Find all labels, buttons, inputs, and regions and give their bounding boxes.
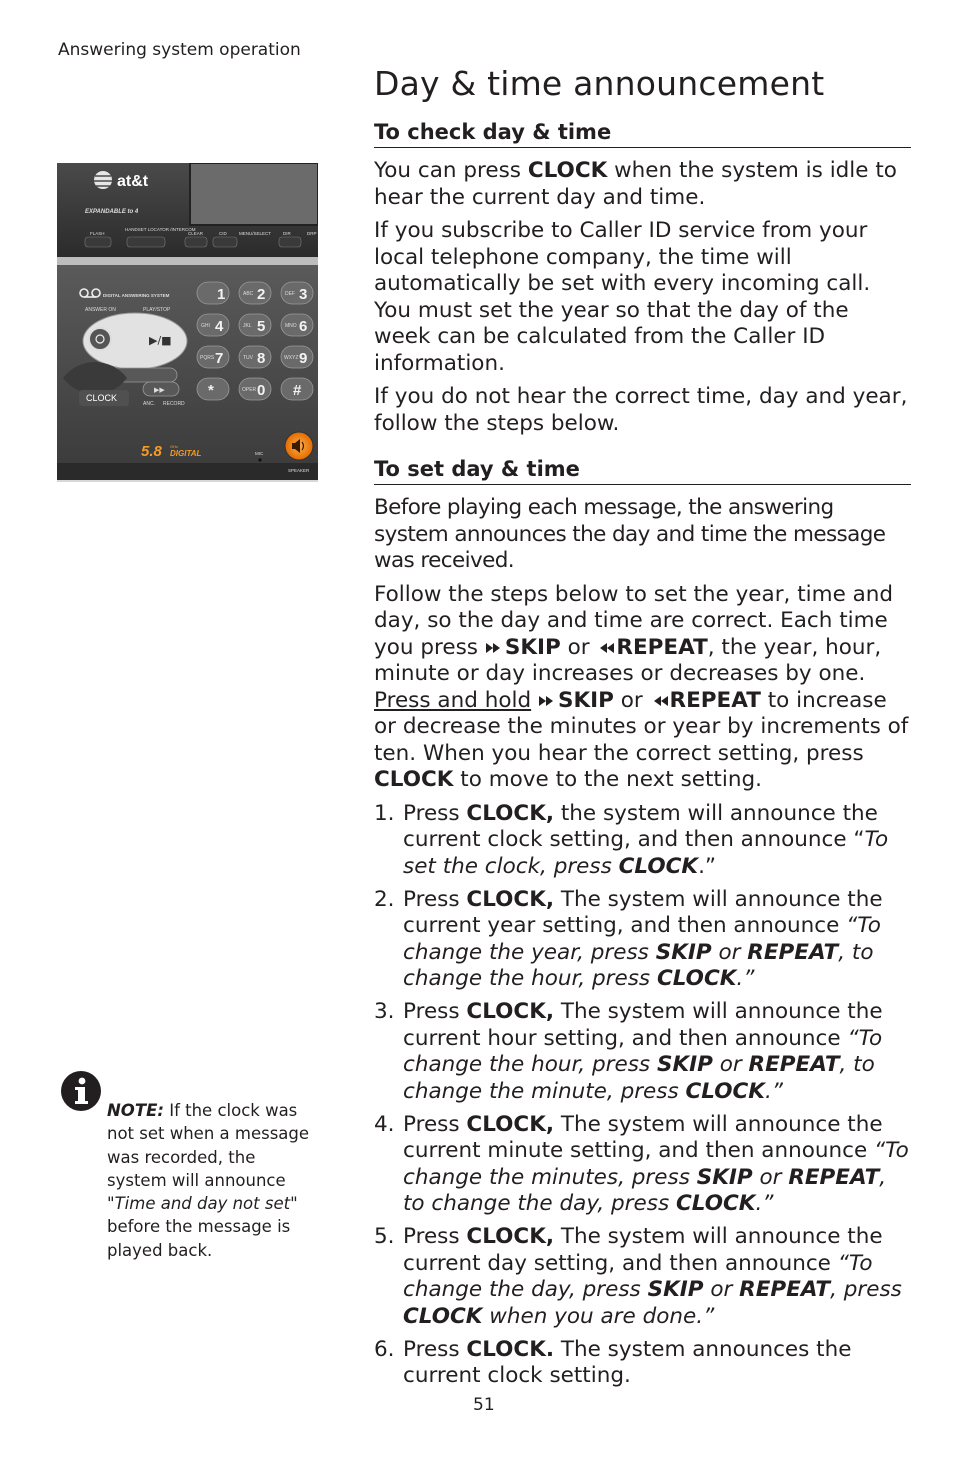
steps-list — [374, 801, 911, 1390]
play-stop-button[interactable]: ▶/■ — [149, 334, 172, 347]
svg-text:8: 8 — [257, 350, 266, 367]
svg-text:DRP: DRP — [307, 231, 317, 236]
svg-text:SPEAKER: SPEAKER — [288, 468, 310, 473]
svg-text:OPER: OPER — [242, 387, 257, 393]
svg-text:PQRS: PQRS — [200, 355, 215, 361]
key-1[interactable] — [197, 282, 229, 304]
set-heading: To set day & time — [374, 457, 911, 485]
key-4[interactable] — [197, 314, 229, 336]
key-star[interactable] — [197, 378, 229, 400]
key-2[interactable] — [239, 282, 271, 304]
step-2: 2. Press CLOCK, The system will announce the current year setting, and then announce “To change the year, press SKIP or REPEAT, to change the hour, press CLOCK.” — [374, 886, 883, 991]
key-9[interactable] — [281, 346, 313, 368]
svg-text:7: 7 — [215, 350, 224, 367]
svg-text:MNO: MNO — [285, 323, 297, 329]
key-hash[interactable] — [281, 378, 313, 400]
handset-locator-button[interactable] — [127, 237, 165, 247]
svg-text:HANDSET LOCATOR /INTERCOM: HANDSET LOCATOR /INTERCOM — [125, 227, 196, 232]
svg-text:MIC: MIC — [255, 451, 264, 456]
svg-text:GHz: GHz — [170, 444, 178, 449]
flash-button[interactable] — [85, 237, 111, 247]
step-4: 4. Press CLOCK, The system will announce the current minute setting, and then announce “To change the minutes, press SKIP or REPEAT, to change the day, press CLOCK.” — [374, 1111, 909, 1216]
svg-text:#: # — [293, 382, 302, 399]
svg-text:DEF: DEF — [285, 291, 295, 297]
repeat-back-icon — [596, 641, 615, 655]
svg-text:TUV: TUV — [243, 355, 253, 361]
svg-text:ANSWER ON: ANSWER ON — [85, 307, 116, 313]
check-paragraph-2: If you subscribe to Caller ID service from your local telephone company, the time will automatically be set with every incoming call. You must set the year so that the day of the week can be calculated from the Caller ID information. — [374, 218, 871, 376]
svg-text:PLAY/STOP: PLAY/STOP — [143, 307, 171, 313]
check-heading: To check day & time — [374, 120, 911, 148]
key-6[interactable] — [281, 314, 313, 336]
key-7[interactable] — [197, 346, 229, 368]
step-1: 1. Press CLOCK, the system will announce the current clock setting, and then announce “To set the clock, press CLOCK.” — [374, 800, 889, 879]
dir-button[interactable] — [279, 237, 301, 247]
step-5: 5. Press CLOCK, The system will announce the current day setting, and then announce “To change the day, press SKIP or REPEAT, press CLOCK when you are done.” — [374, 1224, 902, 1329]
svg-text:5.8: 5.8 — [141, 443, 162, 460]
svg-text:CLOCK: CLOCK — [86, 393, 118, 403]
section-tag: Answering system operation — [58, 40, 301, 60]
svg-text:GHI: GHI — [201, 323, 210, 329]
svg-text:9: 9 — [299, 350, 308, 367]
svg-text:MENU/SELECT: MENU/SELECT — [239, 231, 272, 236]
repeat-back-icon — [650, 694, 669, 708]
set-section — [374, 457, 911, 1396]
svg-text:DIR: DIR — [283, 231, 291, 236]
skip-forward-icon — [485, 641, 504, 655]
set-paragraph-1: Before playing each message, the answering system announces the day and time the message was received. — [374, 495, 886, 573]
svg-text:WXYZ: WXYZ — [284, 355, 299, 361]
check-section — [374, 120, 911, 437]
step-6: 6. Press CLOCK. The system announces the current clock setting. — [374, 1336, 852, 1388]
key-0[interactable] — [239, 378, 271, 400]
svg-text:DIGITAL: DIGITAL — [170, 449, 202, 458]
svg-text:3: 3 — [299, 286, 308, 303]
svg-text:CID: CID — [219, 231, 227, 236]
svg-text:▶▶: ▶▶ — [154, 386, 165, 394]
key-3[interactable] — [281, 282, 313, 304]
cid-button[interactable] — [213, 237, 237, 247]
key-5[interactable] — [239, 314, 271, 336]
svg-text:6: 6 — [299, 318, 308, 335]
note-text: NOTE: If the clock was not set when a message was recorded, the system will announce "Time and day not set" before the message is played back. — [107, 1101, 310, 1260]
svg-text:EXPANDABLE to 4: EXPANDABLE to 4 — [85, 209, 139, 215]
phone-base-image — [57, 163, 318, 482]
svg-text:RECORD: RECORD — [163, 401, 185, 407]
page-title: Day & time announcement — [374, 64, 825, 103]
answer-on-button[interactable] — [89, 328, 111, 350]
svg-text:2: 2 — [257, 286, 266, 303]
info-icon — [60, 1070, 102, 1112]
svg-text:1: 1 — [217, 286, 226, 303]
set-paragraph-2: Follow the steps below to set the year, time and day, so the day and time are correct. Each time you press SKIP or REPEAT, the year, hour, minute or day increases or decreases by one. Press and hold SKIP or REPEAT to increase or decrease the minutes or year by increments of ten. When you hear the correct setting, press CLOCK to move to the next setting. — [374, 581, 909, 792]
brand-logo: at&t — [117, 173, 149, 190]
key-8[interactable] — [239, 346, 271, 368]
step-3: 3. Press CLOCK, The system will announce the current hour setting, and then announce “To change the hour, press SKIP or REPEAT, to change the minute, press CLOCK.” — [374, 999, 883, 1104]
mic-dot — [258, 458, 261, 461]
svg-text:4: 4 — [215, 318, 224, 335]
clear-button[interactable] — [185, 237, 207, 247]
svg-text:ANC.: ANC. — [143, 401, 155, 407]
svg-text:CLEAR: CLEAR — [188, 231, 204, 236]
svg-text:5: 5 — [257, 318, 266, 335]
svg-text:FLASH: FLASH — [90, 231, 105, 236]
svg-text:*: * — [208, 382, 214, 399]
check-paragraph-1: You can press CLOCK when the system is idle to hear the current day and time. — [374, 158, 897, 210]
svg-text:ABC: ABC — [243, 291, 254, 297]
svg-text:0: 0 — [257, 382, 266, 399]
svg-text:DIGITAL ANSWERING SYSTEM: DIGITAL ANSWERING SYSTEM — [103, 293, 170, 298]
check-paragraph-3: If you do not hear the correct time, day and year, follow the steps below. — [374, 384, 908, 436]
skip-forward-icon — [538, 694, 557, 708]
page-number: 51 — [473, 1395, 495, 1415]
svg-text:JKL: JKL — [243, 323, 252, 329]
